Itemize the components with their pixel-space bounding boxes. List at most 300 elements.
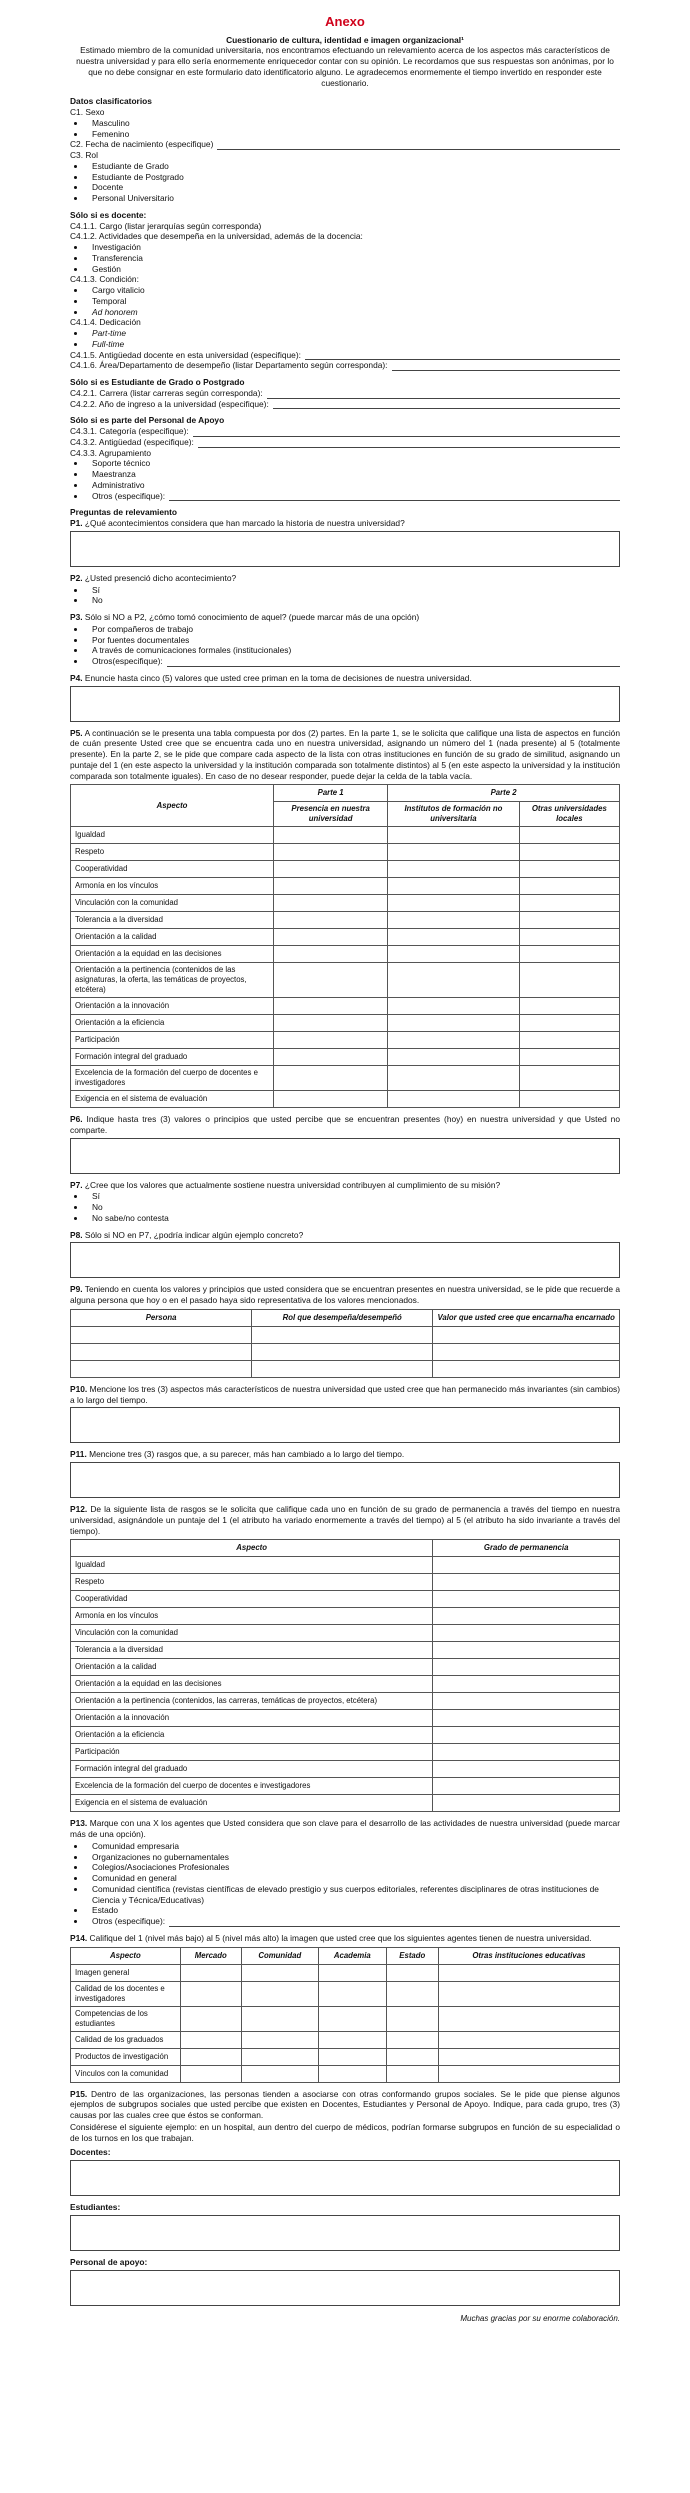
p11-answer-box[interactable] (70, 1462, 620, 1498)
p14-h-aspecto: Aspecto (71, 1947, 181, 1964)
p5-h-otras: Otras universidades locales (519, 802, 619, 827)
p5-h-parte1: Parte 1 (274, 785, 388, 802)
option[interactable]: • Colegios/Asociaciones Profesionales (86, 1862, 620, 1873)
table-cell[interactable] (388, 1015, 519, 1032)
table-cell[interactable] (180, 2065, 241, 2082)
p15-personal-box[interactable] (70, 2270, 620, 2306)
intro-text: Estimado miembro de la comunidad universitaria, nos encontramos efectuando un relevamiento acerca de los aspectos más característicos de nuestra universidad y para ello sería enormemente enriquecedor contar con su opinión. Le recordamos que sus respuestas son anónimas, por lo que no debe consignar en este formulario dato identificatorio alguno. Le agradecemos enormemente el tiempo invertido en responder este cuestionario. (76, 45, 614, 88)
p12-text: De la siguiente lista de rasgos se le solicita que califique cada uno en función de su grado de permanencia a través del tiempo en nuestra universidad, asignándole un puntaje del 1 (el atributo ha variado enormemente a través del tiempo) al 5 (el atributo ha sido invariante a través del tiempo). (70, 1504, 620, 1536)
table-cell[interactable] (386, 1964, 438, 1981)
c412-label: C4.1.2. Actividades que desempeña en la universidad, además de la docencia: (70, 231, 363, 242)
table-cell[interactable] (388, 1032, 519, 1049)
c2-field[interactable] (217, 141, 620, 150)
table-cell[interactable] (519, 1049, 619, 1066)
p3-num: P3. (70, 612, 83, 623)
table-cell[interactable] (274, 844, 388, 861)
option[interactable]: • A través de comunicaciones formales (institucionales) (86, 645, 620, 656)
row-label: Igualdad (71, 827, 274, 844)
table-cell[interactable] (180, 2006, 241, 2031)
table-cell[interactable] (388, 844, 519, 861)
table-cell[interactable] (241, 2065, 318, 2082)
table-cell[interactable] (438, 1964, 619, 1981)
c1-label: C1. Sexo (70, 107, 105, 118)
option[interactable]: • Estado (86, 1905, 620, 1916)
other-field[interactable] (167, 658, 620, 667)
table-cell[interactable] (438, 2048, 619, 2065)
c421-line (70, 388, 620, 399)
c413-options (70, 285, 620, 317)
row-label: Vínculos con la comunidad (71, 2065, 181, 2082)
table-cell[interactable] (274, 946, 388, 963)
table-cell[interactable] (519, 1032, 619, 1049)
table-cell[interactable] (388, 1066, 519, 1091)
c432-field[interactable] (198, 439, 620, 448)
table-cell[interactable] (433, 1795, 620, 1812)
table-row (71, 878, 620, 895)
table-cell[interactable] (433, 1343, 620, 1360)
option[interactable]: • Comunidad en general (86, 1873, 620, 1884)
table-cell[interactable] (318, 2006, 386, 2031)
table-cell[interactable] (274, 912, 388, 929)
table-cell[interactable] (318, 2031, 386, 2048)
c416-field[interactable] (392, 362, 621, 371)
table-row (71, 1710, 620, 1727)
table-cell[interactable] (388, 963, 519, 998)
p5-h-presencia: Presencia en nuestra universidad (274, 802, 388, 827)
p13-text: Marque con una X los agentes que Usted considera que son clave para el desarrollo de las actividades de nuestra universidad (puede marcar más de una opción). (70, 1818, 620, 1840)
p13-num: P13. (70, 1818, 88, 1829)
option[interactable]: • Estudiante de Postgrado (86, 172, 620, 183)
p15-question (70, 2089, 620, 2121)
p4-num: P4. (70, 672, 83, 683)
p9-table (70, 1309, 620, 1378)
table-row (71, 861, 620, 878)
c413-label: C4.1.3. Condición: (70, 274, 139, 285)
option-other[interactable] (86, 656, 620, 667)
p3-options (70, 624, 620, 667)
row-label: Exigencia en el sistema de evaluación (71, 1091, 274, 1108)
row-label: Armonía en los vínculos (71, 1608, 433, 1625)
table-cell[interactable] (519, 895, 619, 912)
option[interactable]: • Temporal (86, 296, 620, 307)
table-cell[interactable] (274, 895, 388, 912)
c414-options (70, 328, 620, 350)
c431-line (70, 426, 620, 437)
p15-example: Considérese el siguiente ejemplo: en un hospital, aun dentro del cuerpo de médicos, podrían formarse subgrupos en función de su especialidad o de los turnos en los que trabajan. (70, 2121, 620, 2143)
row-label: Excelencia de la formación del cuerpo de docentes e investigadores (71, 1778, 433, 1795)
table-cell[interactable] (318, 2048, 386, 2065)
option[interactable]: • Administrativo (86, 480, 620, 491)
table-cell[interactable] (519, 946, 619, 963)
p8-text: Sólo si NO en P7, ¿podría indicar algún ejemplo concreto? (82, 1229, 304, 1240)
row-label: Cooperatividad (71, 861, 274, 878)
table-cell[interactable] (519, 878, 619, 895)
table-cell[interactable] (433, 1608, 620, 1625)
table-cell[interactable] (433, 1676, 620, 1693)
c1-options (70, 118, 620, 140)
p8-answer-box[interactable] (70, 1242, 620, 1278)
table-cell[interactable] (71, 1360, 252, 1377)
option[interactable]: • Sí (86, 585, 620, 596)
p14-h-otras: Otras instituciones educativas (438, 1947, 619, 1964)
table-row (71, 1625, 620, 1642)
p3-text: Sólo si NO a P2, ¿cómo tomó conocimiento de aquel? (puede marcar más de una opción) (82, 612, 420, 623)
table-row (71, 946, 620, 963)
c432-line (70, 437, 620, 448)
table-cell[interactable] (433, 1574, 620, 1591)
table-cell[interactable] (274, 1049, 388, 1066)
table-row (71, 1778, 620, 1795)
option-other[interactable] (86, 491, 620, 502)
table-row (71, 912, 620, 929)
table-cell[interactable] (274, 1032, 388, 1049)
option[interactable]: • Estudiante de Grado (86, 161, 620, 172)
table-cell[interactable] (274, 963, 388, 998)
p4-answer-box[interactable] (70, 686, 620, 722)
c2-line (70, 139, 620, 150)
table-cell[interactable] (386, 2006, 438, 2031)
c3-label: C3. Rol (70, 150, 98, 161)
row-label: Productos de investigación (71, 2048, 181, 2065)
p2-options (70, 585, 620, 607)
table-cell[interactable] (274, 929, 388, 946)
row-label: Vinculación con la comunidad (71, 895, 274, 912)
table-cell[interactable] (274, 827, 388, 844)
table-row (71, 963, 620, 998)
table-cell[interactable] (388, 1091, 519, 1108)
c431-field[interactable] (193, 428, 620, 437)
p12-body (71, 1557, 620, 1812)
table-row (71, 2006, 620, 2031)
table-cell[interactable] (180, 2048, 241, 2065)
table-cell[interactable] (388, 998, 519, 1015)
option[interactable]: • Soporte técnico (86, 458, 620, 469)
p15-num: P15. (70, 2088, 88, 2099)
p11-num: P11. (70, 1449, 87, 1460)
p10-num: P10. (70, 1383, 88, 1394)
table-row (71, 1727, 620, 1744)
table-cell[interactable] (241, 2048, 318, 2065)
table-cell[interactable] (519, 1091, 619, 1108)
row-label: Igualdad (71, 1557, 433, 1574)
table-cell[interactable] (274, 861, 388, 878)
option[interactable]: • Gestión (86, 264, 620, 275)
questionnaire-title: Cuestionario de cultura, identidad e imagen organizacional¹ (226, 34, 464, 45)
option[interactable]: • No sabe/no contesta (86, 1213, 620, 1224)
row-label: Cooperatividad (71, 1591, 433, 1608)
option[interactable]: • Full-time (86, 339, 620, 350)
p9-question (70, 1284, 620, 1306)
p4-question (70, 673, 620, 684)
table-row (71, 1015, 620, 1032)
table-row (71, 2048, 620, 2065)
p9-num: P9. (70, 1284, 83, 1295)
row-label: Participación (71, 1032, 274, 1049)
table-cell[interactable] (433, 1693, 620, 1710)
p15-text: Dentro de las organizaciones, las personas tienden a asociarse con otras conformando grupos sociales. Se le pide que piense algunos ejemplos de subgrupos sociales que usted percibe que existen en Docentes, Estudiantes y Personal de Apoyo. Indique, para cada grupo, tres (3) causas por las cuales cree que éstos se conforman. (70, 2088, 620, 2121)
datos-title: Datos clasificatorios (70, 96, 152, 107)
p15-docentes-label: Docentes: (70, 2147, 111, 2158)
option[interactable]: • Por compañeros de trabajo (86, 624, 620, 635)
p5-num: P5. (70, 727, 83, 738)
docente-title: Sólo si es docente: (70, 209, 147, 220)
table-cell[interactable] (318, 1964, 386, 1981)
c431-label: C4.3.1. Categoría (especifique): (70, 426, 189, 437)
c433-options (70, 458, 620, 501)
option-other[interactable] (86, 1916, 620, 1927)
other-field[interactable] (169, 1918, 620, 1927)
option[interactable]: • Comunidad científica (revistas científicas de elevado prestigio y sus cuerpos editoriales, referentes disciplinares de otras instituciones de Ciencia y Técnica/Educativas) (86, 1884, 620, 1906)
p15-personal-label: Personal de apoyo: (70, 2256, 148, 2267)
p14-h-estado: Estado (386, 1947, 438, 1964)
row-label: Orientación a la pertinencia (contenidos, las carreras, temáticas de proyectos, etcétera) (71, 1693, 433, 1710)
table-cell[interactable] (274, 1091, 388, 1108)
annex-title: Anexo (325, 14, 365, 29)
p5-h-parte2: Parte 2 (388, 785, 620, 802)
table-cell[interactable] (438, 1981, 619, 2006)
option[interactable]: • Docente (86, 182, 620, 193)
table-cell[interactable] (519, 963, 619, 998)
p14-num: P14. (70, 1932, 88, 1943)
table-cell[interactable] (241, 2031, 318, 2048)
table-row (71, 1091, 620, 1108)
table-cell[interactable] (433, 1642, 620, 1659)
table-cell[interactable] (388, 827, 519, 844)
p5-table (70, 784, 620, 1108)
table-row (71, 1557, 620, 1574)
table-row (71, 1608, 620, 1625)
table-cell[interactable] (386, 2048, 438, 2065)
p4-text: Enuncie hasta cinco (5) valores que usted cree priman en la toma de decisiones de nuestra universidad. (82, 672, 472, 683)
option[interactable]: • Maestranza (86, 469, 620, 480)
p1-answer-box[interactable] (70, 531, 620, 567)
row-label: Tolerancia a la diversidad (71, 1642, 433, 1659)
table-cell[interactable] (274, 1066, 388, 1091)
row-label: Orientación a la calidad (71, 1659, 433, 1676)
table-cell[interactable] (388, 912, 519, 929)
p14-question (70, 1933, 620, 1944)
table-cell[interactable] (438, 2006, 619, 2031)
table-cell[interactable] (252, 1360, 433, 1377)
table-cell[interactable] (519, 844, 619, 861)
p7-question (70, 1180, 620, 1191)
table-cell[interactable] (519, 861, 619, 878)
table-cell[interactable] (274, 1015, 388, 1032)
option[interactable]: • Investigación (86, 242, 620, 253)
option[interactable]: • Transferencia (86, 253, 620, 264)
table-cell[interactable] (438, 2065, 619, 2082)
other-label: • Otros (especifique): (92, 490, 166, 501)
p5-h-aspecto: Aspecto (71, 785, 274, 827)
table-cell[interactable] (274, 998, 388, 1015)
table-row (71, 2031, 620, 2048)
c422-label: C4.2.2. Año de ingreso a la universidad (especifique): (70, 398, 269, 409)
table-cell[interactable] (180, 2031, 241, 2048)
p5-text: A continuación se le presenta una tabla compuesta por dos (2) partes. En la parte 1, se le solicita que califique una lista de aspectos en función de cuán presente Usted cree que se encuentra cada uno en nuestra universidad, asignando un número del 1 (nada presente) al 5 (totalmente presente). En la parte 2, se le pide que compare cada aspecto de la lista con otras instituciones en función de su grado de similitud, asignando un puntaje del 1 (en este aspecto la universidad y la institución comparada son totalmente distintos) al 5 (en este aspecto la universidad y la institución comparada son totalmente iguales). En caso de no desear responder, puede dejar la celda de la tabla vacía. (70, 727, 620, 781)
p12-h-aspecto: Aspecto (71, 1540, 433, 1557)
option[interactable]: • Ad honorem (86, 307, 620, 318)
option[interactable]: • Sí (86, 1191, 620, 1202)
p14-h-comunidad: Comunidad (241, 1947, 318, 1964)
p2-question (70, 573, 620, 584)
option[interactable]: • Por fuentes documentales (86, 635, 620, 646)
option[interactable]: • Personal Universitario (86, 193, 620, 204)
other-field[interactable] (169, 492, 620, 501)
option[interactable]: • Femenino (86, 129, 620, 140)
c411-label: C4.1.1. Cargo (listar jerarquías según corresponda) (70, 220, 262, 231)
p9-h-valor: Valor que usted cree que encarna/ha encarnado (433, 1309, 620, 1326)
table-cell[interactable] (519, 1015, 619, 1032)
p12-header-row (71, 1540, 620, 1557)
table-cell[interactable] (386, 2065, 438, 2082)
table-cell[interactable] (519, 929, 619, 946)
table-row (71, 1981, 620, 2006)
table-cell[interactable] (386, 2031, 438, 2048)
p7-num: P7. (70, 1179, 83, 1190)
p15-estudiantes-label: Estudiantes: (70, 2202, 121, 2213)
p15-docentes-box[interactable] (70, 2160, 620, 2196)
p15-estudiantes-box[interactable] (70, 2215, 620, 2251)
other-label: • Otros(especifique): (92, 656, 163, 667)
table-cell[interactable] (388, 861, 519, 878)
estudiante-title: Sólo si es Estudiante de Grado o Postgrado (70, 377, 245, 388)
p14-h-mercado: Mercado (180, 1947, 241, 1964)
row-label: Orientación a la innovación (71, 998, 274, 1015)
c421-label: C4.2.1. Carrera (listar carreras según corresponda): (70, 387, 263, 398)
row-label: Respeto (71, 1574, 433, 1591)
option[interactable]: • Part-time (86, 328, 620, 339)
p5-question (70, 728, 620, 782)
p6-answer-box[interactable] (70, 1138, 620, 1174)
table-cell[interactable] (71, 1326, 252, 1343)
c415-label: C4.1.5. Antigüedad docente en esta universidad (especifique): (70, 349, 301, 360)
c415-line (70, 350, 620, 361)
c412-options (70, 242, 620, 274)
table-cell[interactable] (388, 1049, 519, 1066)
table-row (71, 1693, 620, 1710)
table-cell[interactable] (433, 1710, 620, 1727)
p5-header-row (71, 785, 620, 802)
option[interactable]: • Masculino (86, 118, 620, 129)
p3-question (70, 612, 620, 623)
p8-question (70, 1230, 620, 1241)
c416-label: C4.1.6. Área/Departamento de desempeño (listar Departamento según corresponda): (70, 360, 388, 371)
other-label: • Otros (especifique): (92, 1916, 166, 1927)
table-cell[interactable] (519, 827, 619, 844)
table-cell[interactable] (318, 1981, 386, 2006)
p1-question (70, 518, 620, 529)
table-cell[interactable] (180, 1981, 241, 2006)
table-cell[interactable] (388, 895, 519, 912)
row-label: Orientación a la eficiencia (71, 1015, 274, 1032)
table-row (71, 1574, 620, 1591)
c433-label: C4.3.3. Agrupamiento (70, 447, 152, 458)
table-cell[interactable] (433, 1326, 620, 1343)
p12-table (70, 1539, 620, 1812)
p10-answer-box[interactable] (70, 1407, 620, 1443)
table-cell[interactable] (433, 1557, 620, 1574)
p2-num: P2. (70, 572, 83, 583)
table-cell[interactable] (318, 2065, 386, 2082)
table-cell[interactable] (180, 1964, 241, 1981)
c3-options (70, 161, 620, 204)
c421-field[interactable] (267, 390, 620, 399)
table-cell[interactable] (519, 912, 619, 929)
table-row (71, 929, 620, 946)
relevamiento-title: Preguntas de relevamiento (70, 507, 178, 518)
table-row (71, 1642, 620, 1659)
row-label: Competencias de los estudiantes (71, 2006, 181, 2031)
table-cell[interactable] (388, 878, 519, 895)
table-cell[interactable] (433, 1744, 620, 1761)
table-row (71, 1326, 620, 1343)
p13-options (70, 1841, 620, 1927)
table-row (71, 998, 620, 1015)
row-label: Participación (71, 1744, 433, 1761)
table-cell[interactable] (433, 1761, 620, 1778)
table-cell[interactable] (386, 1981, 438, 2006)
option[interactable]: • No (86, 595, 620, 606)
table-cell[interactable] (241, 1981, 318, 2006)
table-row (71, 1049, 620, 1066)
table-cell[interactable] (433, 1727, 620, 1744)
c415-field[interactable] (305, 351, 620, 360)
table-cell[interactable] (274, 878, 388, 895)
row-label: Formación integral del graduado (71, 1049, 274, 1066)
c422-field[interactable] (273, 400, 620, 409)
table-cell[interactable] (388, 929, 519, 946)
option[interactable]: • Cargo vitalicio (86, 285, 620, 296)
table-cell[interactable] (388, 946, 519, 963)
row-label: Calidad de los docentes e investigadores (71, 1981, 181, 2006)
table-cell[interactable] (71, 1343, 252, 1360)
option[interactable]: • Comunidad empresaria (86, 1841, 620, 1852)
table-row (71, 1795, 620, 1812)
thanks-note: Muchas gracias por su enorme colaboración. (460, 2313, 620, 2323)
table-cell[interactable] (252, 1343, 433, 1360)
table-cell[interactable] (519, 1066, 619, 1091)
table-cell[interactable] (433, 1591, 620, 1608)
row-label: Respeto (71, 844, 274, 861)
table-row (71, 1676, 620, 1693)
table-row (71, 1964, 620, 1981)
row-label: Excelencia de la formación del cuerpo de docentes e investigadores (71, 1066, 274, 1091)
table-cell[interactable] (433, 1659, 620, 1676)
table-cell[interactable] (241, 1964, 318, 1981)
p14-body (71, 1964, 620, 2082)
table-row (71, 1659, 620, 1676)
table-cell[interactable] (438, 2031, 619, 2048)
table-row (71, 1066, 620, 1091)
p10-text: Mencione los tres (3) aspectos más característicos de nuestra universidad que usted cree que han permanecido más invariantes (sin cambios) a lo largo del tiempo. (70, 1383, 620, 1405)
p12-num: P12. (70, 1504, 88, 1515)
table-cell[interactable] (252, 1326, 433, 1343)
row-label: Exigencia en el sistema de evaluación (71, 1795, 433, 1812)
table-cell[interactable] (433, 1778, 620, 1795)
p11-text: Mencione tres (3) rasgos que, a su parecer, más han cambiado a lo largo del tiempo. (86, 1449, 405, 1460)
option[interactable]: • No (86, 1202, 620, 1213)
option[interactable]: • Organizaciones no gubernamentales (86, 1852, 620, 1863)
row-label: Orientación a la equidad en las decisiones (71, 1676, 433, 1693)
p10-question (70, 1384, 620, 1406)
table-cell[interactable] (433, 1360, 620, 1377)
table-row (71, 1744, 620, 1761)
table-cell[interactable] (519, 998, 619, 1015)
table-cell[interactable] (241, 2006, 318, 2031)
table-cell[interactable] (433, 1625, 620, 1642)
p12-question (70, 1504, 620, 1536)
p13-question (70, 1818, 620, 1840)
